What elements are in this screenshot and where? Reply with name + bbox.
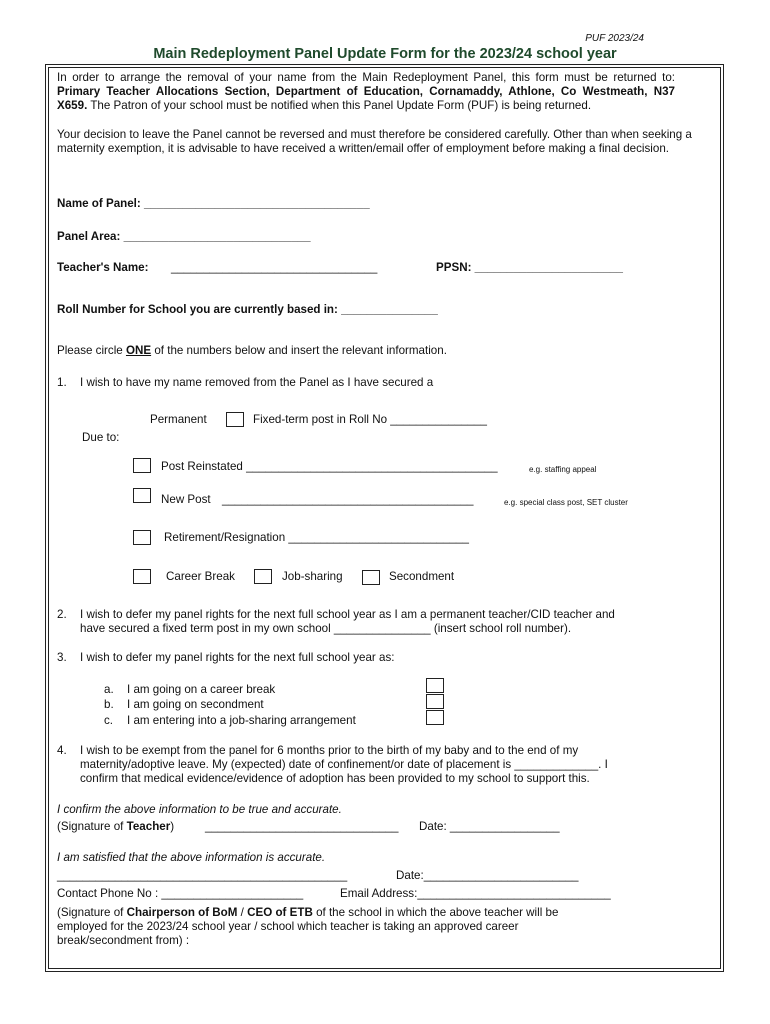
panel-area-field[interactable]: Panel Area: _____________________________ xyxy=(57,230,311,243)
job-sharing-label: Job-sharing xyxy=(282,570,343,583)
roll-number-field[interactable]: Roll Number for School you are currently based in: _______________ xyxy=(57,303,438,316)
post-reinstated-example: e.g. staffing appeal xyxy=(529,465,597,474)
option3-text: I wish to defer my panel rights for the next full school year as: xyxy=(80,651,395,664)
secondment-label: Secondment xyxy=(389,570,455,583)
permanent-label: Permanent xyxy=(150,413,207,426)
teacher-signature-a: (Signature of xyxy=(57,820,124,833)
due-to-label: Due to: xyxy=(82,431,120,444)
new-post-field[interactable]: _______________________________________ xyxy=(222,493,474,506)
job-sharing-option-checkbox[interactable] xyxy=(426,710,444,725)
option2-number[interactable]: 2. xyxy=(57,608,67,621)
chair-sig-role1: Chairperson of BoM xyxy=(126,906,238,919)
teacher-date-field[interactable]: Date: _________________ xyxy=(419,820,560,833)
chair-sig-role2: CEO of ETB xyxy=(247,906,313,919)
instruction-a: Please circle xyxy=(57,344,123,357)
option3b-text: I am going on secondment xyxy=(127,698,264,711)
option1-text: I wish to have my name removed from the Panel as I have secured a xyxy=(80,376,434,389)
teacher-signature-field[interactable]: ______________________________ xyxy=(205,820,399,833)
retirement-field[interactable]: Retirement/Resignation ____________________________ xyxy=(164,531,469,544)
intro-address: Primary Teacher Allocations Section, Department of Education, Cornamaddy, Athlone, Co Westmeath, N37 X659. xyxy=(57,85,675,112)
retirement-checkbox[interactable] xyxy=(133,530,151,545)
teacher-confirm-text: I confirm the above information to be true and accurate. xyxy=(57,803,342,816)
contact-phone-field[interactable]: Contact Phone No : ______________________ xyxy=(57,887,304,900)
chair-date-field[interactable]: Date:________________________ xyxy=(396,869,579,882)
new-post-example: e.g. special class post, SET cluster xyxy=(504,498,628,507)
option3-number[interactable]: 3. xyxy=(57,651,67,664)
fixed-term-field[interactable]: Fixed-term post in Roll No _______________ xyxy=(253,413,487,426)
teacher-signature-b: ) xyxy=(170,820,175,833)
form-title: Main Redeployment Panel Update Form for the 2023/24 school year xyxy=(153,46,617,62)
secondment-option-checkbox[interactable] xyxy=(426,694,444,709)
intro-paragraph-1 xyxy=(57,71,675,113)
option4-line2[interactable]: maternity/adoptive leave. My (expected) date of confinement/or date of placement is _____________. I xyxy=(80,758,608,771)
teacher-signature-label xyxy=(57,820,174,834)
post-reinstated-checkbox[interactable] xyxy=(133,458,151,473)
career-break-label: Career Break xyxy=(166,570,235,583)
new-post-checkbox[interactable] xyxy=(133,488,151,503)
teacher-name-field[interactable]: ________________________________ xyxy=(171,261,378,274)
email-address-field[interactable]: Email Address:______________________________ xyxy=(340,887,611,900)
option3a-label: a. xyxy=(104,683,114,696)
option4-line3: confirm that medical evidence/evidence of adoption has been provided to my school to support this. xyxy=(80,772,590,785)
chair-sig-a: (Signature of xyxy=(57,906,124,919)
option4-number[interactable]: 4. xyxy=(57,744,67,757)
option3c-text: I am entering into a job-sharing arrangement xyxy=(127,714,356,727)
option3c-label: c. xyxy=(104,714,114,727)
option4-line1: I wish to be exempt from the panel for 6 months prior to the birth of my baby and to the end of my xyxy=(80,744,579,757)
chair-signature-label-line3: break/secondment from) : xyxy=(57,934,190,947)
panel-name-field[interactable]: Name of Panel: ___________________________________ xyxy=(57,197,370,210)
instruction-b: of the numbers below and insert the relevant information. xyxy=(154,344,447,357)
teacher-name-label: Teacher's Name: xyxy=(57,261,149,274)
instruction xyxy=(57,344,447,358)
teacher-signature-role: Teacher xyxy=(126,820,171,833)
intro-text-b: The Patron of your school must be notified when this Panel Update Form (PUF) is being returned. xyxy=(90,99,592,112)
option2-line2[interactable]: have secured a fixed term post in my own school _______________ (insert school roll number). xyxy=(80,622,572,635)
option2-line1: I wish to defer my panel rights for the next full school year as I am a permanent teacher/CID teacher and xyxy=(80,608,615,621)
option3a-text: I am going on a career break xyxy=(127,683,276,696)
secondment-checkbox[interactable] xyxy=(362,570,380,585)
chair-sig-b: of the school in which the above teacher will be xyxy=(316,906,559,919)
career-break-option-checkbox[interactable] xyxy=(426,678,444,693)
permanent-checkbox[interactable] xyxy=(226,412,244,427)
satisfied-text: I am satisfied that the above information is accurate. xyxy=(57,851,326,864)
instruction-one: ONE xyxy=(125,344,152,357)
chair-signature-label-line2: employed for the 2023/24 school year / school which teacher is taking an approved career xyxy=(57,920,519,933)
intro-text-a: In order to arrange the removal of your name from the Main Redeployment Panel, this form must be returned to: xyxy=(57,71,675,84)
option1-number[interactable]: 1. xyxy=(57,376,67,389)
form-code: PUF 2023/24 xyxy=(585,33,644,44)
chair-signature-label-line1 xyxy=(57,906,558,920)
career-break-checkbox[interactable] xyxy=(133,569,151,584)
intro-paragraph-2: Your decision to leave the Panel cannot be reversed and must therefore be considered carefully. Other than when seeking a maternity exemption, it is advisable to have received a written/email offer of employment before making a final decision. xyxy=(57,128,692,155)
option3b-label: b. xyxy=(104,698,114,711)
post-reinstated-field[interactable]: Post Reinstated _______________________________________ xyxy=(161,460,498,473)
ppsn-field[interactable]: PPSN: _______________________ xyxy=(436,261,623,274)
chair-sig-sep: / xyxy=(240,906,244,919)
chair-signature-field[interactable]: _____________________________________________ xyxy=(57,869,348,882)
job-sharing-checkbox[interactable] xyxy=(254,569,272,584)
new-post-label: New Post xyxy=(161,493,211,506)
